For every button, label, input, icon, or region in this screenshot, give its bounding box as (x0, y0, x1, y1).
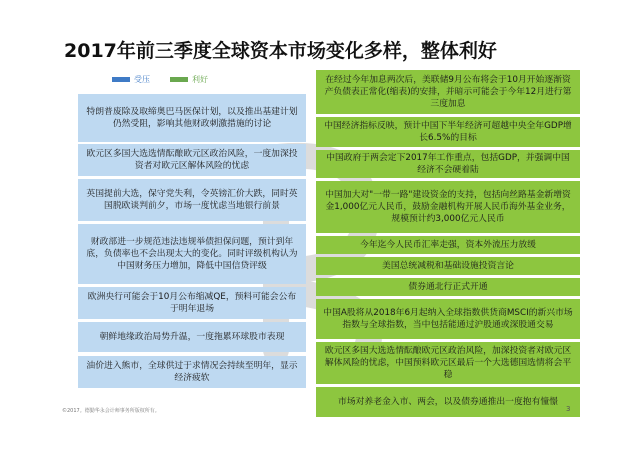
legend-negative-label: 受压 (134, 74, 150, 84)
positive-item-5: 今年迄今人民币汇率走强，资本外流压力放缓 (316, 236, 580, 254)
negative-item-7: 油价进入熊市，全球供过于求情况会持续至明年，显示经济疲软 (78, 356, 306, 388)
negative-item-4: 财政部进一步规范违法违规举债担保问题，预计到年底，负债率也不会出现太大的变化。同时评级机构认为中国财务压力增加，降低中国信贷评级 (78, 224, 306, 284)
negative-item-6: 朝鲜地缘政治局势升温，一度拖累环球股市表现 (78, 322, 306, 352)
legend-positive-label: 利好 (192, 74, 208, 84)
page-number: 3 (566, 405, 571, 413)
legend-positive (170, 74, 208, 84)
negative-item-5: 欧洲央行可能会于10月公布缩减QE，预料可能会公布于明年退场 (78, 287, 306, 319)
positive-item-6: 美国总统减税和基础设施投资言论 (316, 257, 580, 275)
positive-item-7: 债券通北行正式开通 (316, 278, 580, 296)
legend-negative (112, 74, 150, 84)
legend-positive-swatch (170, 77, 188, 82)
positive-item-2: 中国经济指标反映，预计中国下半年经济可超越中央全年GDP增长6.5%的目标 (316, 117, 580, 147)
footer-copyright: ©2017。德勤华永会计师事务所版权所有。 (62, 408, 160, 414)
positive-item-3: 中国政府于两会定下2017年工作重点，包括GDP，并强调中国经济不会硬着陆 (316, 150, 580, 178)
positive-item-4: 中国加大对"一带一路"建设资金的支持，包括向丝路基金新增资金1,000亿元人民币，鼓励金融机构开展人民币海外基金业务，规模预计约3,000亿元人民币 (316, 181, 580, 233)
legend-negative-swatch (112, 77, 130, 82)
positive-item-10: 市场对养老金入市、两会，以及债券通推出一度抱有憧憬 (316, 387, 580, 417)
positive-item-9: 欧元区多国大选选情酝酿欧元区政治风险，加深投资者对欧元区解体风险的忧虑，中国预料欧元区最后一个大选德国选情将会平稳 (316, 342, 580, 384)
negative-item-2: 欧元区多国大选选情酝酿欧元区政治风险，一度加深投资者对欧元区解体风险的忧虑 (78, 144, 306, 176)
negative-item-3: 英国提前大选，保守党失利，令英镑汇价大跌，同时英国脱欧谈判前夕，市场一度忧虑当地银行前景 (78, 179, 306, 221)
positive-item-8: 中国A股将从2018年6月起纳入全球指数供货商MSCI的新兴市场指数与全球指数，当中包括能通过沪股通或深股通交易 (316, 299, 580, 339)
positive-item-1: 在经过今年加息两次后，美联储9月公布将会于10月开始逐渐资产负债表正常化(缩表)的安排，并暗示可能会于今年12月进行第三度加息 (316, 70, 580, 114)
negative-item-1: 特朗普废除及取缔奥巴马医保计划，以及推出基建计划仍然受阻，影响其他财政刺激措施的讨论 (78, 94, 306, 142)
page-title: 2017年前三季度全球资本市场变化多样，整体利好 (64, 40, 497, 62)
